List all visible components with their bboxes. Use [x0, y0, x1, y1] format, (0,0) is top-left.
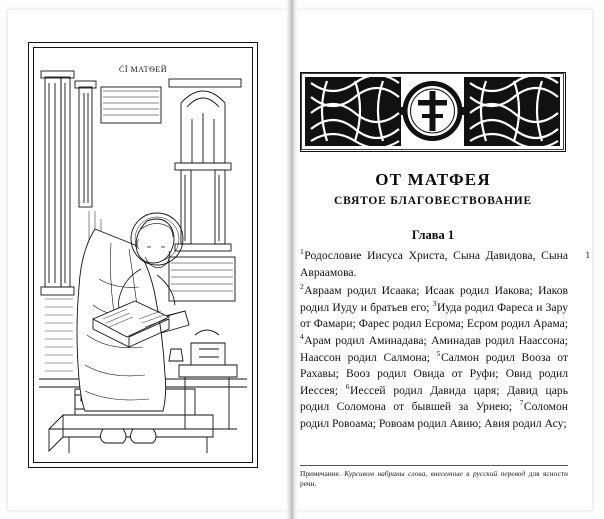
plate-inscription: ĆĪ МАТѲЕЙ: [118, 65, 168, 74]
verse-number: 5: [436, 348, 441, 358]
verse-number: 4: [300, 332, 304, 342]
verse-text: Салмон родил Вооза от Рахавы; Вооз родил Овида от Руфи; Овид родил Иессея;: [300, 350, 568, 397]
verse-text: Авраам родил Исаака; Исаак родил Иакова; Иаков родил Иуду и братьев его;: [300, 284, 568, 314]
verse-number: 2: [300, 282, 304, 292]
verse-text: Арам родил Аминадава; Аминадав родил Наассона; Наассон родил Салмона;: [300, 333, 568, 364]
footnote: [300, 465, 568, 488]
verse-paragraph-2: [300, 283, 568, 432]
byzantine-headpiece-with-cross: [300, 72, 566, 152]
verse-text: Иессей родил Давида царя; Давид царь родил Соломона от бывшей за Уриею;: [300, 383, 568, 414]
verse-number: 6: [345, 381, 350, 391]
gospel-title: ОТ МАТФЕЯ: [375, 170, 491, 189]
marginal-verse-number: 1: [585, 250, 590, 260]
plate-inner-border: [33, 47, 253, 463]
verse-number: 1: [300, 247, 304, 257]
verse-text: Иуда родил Фареса и Зару от Фамари; Фарес родил Есрома; Есром родил Арама;: [300, 300, 569, 331]
verse-text: Соломон родил Ровоама; Ровоам родил Авию; Авия родил Асу;: [300, 400, 568, 430]
chapter-heading: Глава 1: [411, 228, 455, 242]
headpiece-artwork: [301, 73, 564, 150]
footnote-italic-text: Курсивом набраны слова, внесенные в русский перевод: [344, 469, 526, 478]
gospel-subtitle: СВЯТОЕ БЛАГОВЕСТВОВАНИЕ: [333, 195, 533, 207]
verse-text: Родословие Иисуса Христа, Сына Давидова, Сына Авраамова.: [300, 249, 568, 279]
verse-number: 7: [519, 398, 524, 408]
page-title-block: [300, 170, 566, 207]
verse-paragraph-1: [300, 248, 568, 281]
footnote-tail-text: для ясности речи.: [300, 469, 568, 488]
right-page-content: [296, 10, 592, 510]
scripture-body: [300, 248, 568, 434]
verse-number: 3: [432, 298, 437, 308]
evangelist-matthew-engraving: [28, 42, 258, 468]
footnote-label: Примечание.: [300, 469, 341, 478]
